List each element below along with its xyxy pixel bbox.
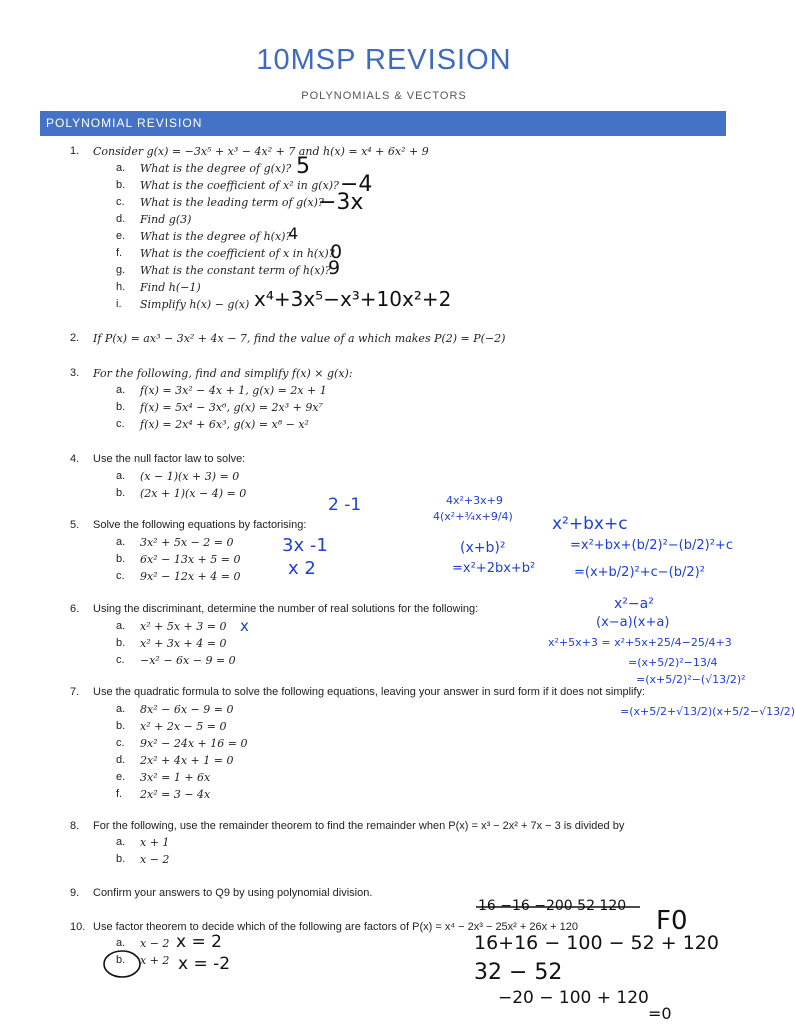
part-text: −x² − 6x − 9 = 0 [140, 654, 236, 667]
part-text: 6x² − 13x + 5 = 0 [140, 553, 241, 566]
part-text: 8x² − 6x − 9 = 0 [140, 703, 234, 716]
part-label: c. [116, 737, 125, 749]
part-label: c. [116, 654, 125, 666]
handwritten-note: x 2 [288, 558, 316, 579]
handwritten-note: x²+bx+c [552, 514, 628, 534]
part-text: 2x² + 4x + 1 = 0 [140, 754, 234, 767]
part-label: c. [116, 418, 125, 430]
question-text: Consider g(x) = −3x⁵ + x³ − 4x² + 7 and h(x) = x⁴ + 6x² + 9 [93, 145, 429, 158]
handwritten-note: F0 [656, 906, 688, 936]
question-number: 7. [70, 686, 80, 698]
question-number: 8. [70, 820, 80, 832]
part-text: x² + 5x + 3 = 0 [140, 620, 227, 633]
question-text: For the following, find and simplify f(x) × g(x): [93, 367, 353, 380]
handwritten-note: 16+16 − 100 − 52 + 120 [474, 932, 719, 954]
question-number: 10. [70, 921, 86, 933]
handwritten-note: =(x+5/2)²−13/4 [628, 656, 718, 669]
part-text: x² + 2x − 5 = 0 [140, 720, 227, 733]
handwritten-answer: 4 [288, 224, 299, 243]
question-number: 6. [70, 603, 80, 615]
handwritten-note: =(x+5/2)²−(√13/2)² [636, 673, 746, 686]
part-text: f(x) = 5x⁴ − 3x⁶, g(x) = 2x³ + 9x⁷ [140, 401, 323, 414]
handwritten-note: 2 -1 [328, 495, 362, 515]
part-text: x − 2 [140, 853, 170, 866]
question-text: If P(x) = ax³ − 3x² + 4x − 7, find the value of a which makes P(2) = P(−2) [93, 332, 506, 345]
part-text: 3x² + 5x − 2 = 0 [140, 536, 234, 549]
question-text: Use the null factor law to solve: [93, 453, 246, 465]
handwritten-answer: −3x [318, 190, 364, 215]
part-text: Find h(−1) [140, 281, 201, 294]
question-number: 5. [70, 519, 80, 531]
part-text: What is the degree of g(x)? [140, 162, 292, 175]
part-text: 9x² − 24x + 16 = 0 [140, 737, 248, 750]
handwritten-answer: x [240, 617, 249, 635]
part-label: b. [116, 720, 126, 732]
handwritten-note: 32 − 52 [474, 960, 563, 985]
part-text: x − 2 [140, 937, 170, 950]
part-text: Simplify h(x) − g(x) [140, 298, 250, 311]
part-text: What is the degree of h(x)? [140, 230, 292, 243]
part-text: What is the leading term of g(x)? [140, 196, 324, 209]
question-number: 4. [70, 453, 80, 465]
part-label: a. [116, 470, 126, 482]
part-label: a. [116, 620, 126, 632]
handwritten-note: x²−a² [614, 596, 654, 612]
part-text: (x − 1)(x + 3) = 0 [140, 470, 240, 483]
handwritten-answer: x = 2 [176, 932, 222, 952]
handwritten-note: =(x+b/2)²+c−(b/2)² [574, 565, 705, 580]
question-number: 3. [70, 367, 80, 379]
handwritten-note: 4x²+3x+9 [446, 494, 503, 507]
handwritten-note: =0 [648, 1004, 672, 1023]
part-label: c. [116, 196, 125, 208]
handwritten-note: =x²+2bx+b² [452, 561, 536, 576]
part-text: f(x) = 3x² − 4x + 1, g(x) = 2x + 1 [140, 384, 327, 397]
question-text: Use factor theorem to decide which of the following are factors of P(x) = x⁴ − 2x³ − 25x² + 26x + 120 [93, 921, 578, 933]
handwritten-note: 4(x²+¾x+9/4) [433, 510, 513, 523]
part-label: e. [116, 771, 126, 783]
part-label: b. [116, 553, 126, 565]
part-text: x + 1 [140, 836, 170, 849]
part-label: b. [116, 637, 126, 649]
section-banner: POLYNOMIAL REVISION [40, 111, 726, 136]
question-text: Using the discriminant, determine the number of real solutions for the following: [93, 603, 479, 615]
part-text: Find g(3) [140, 213, 192, 226]
handwritten-answer: 0 [330, 241, 343, 263]
page-subtitle: POLYNOMIALS & VECTORS [301, 90, 467, 102]
part-label: a. [116, 836, 126, 848]
part-label: b. [116, 487, 126, 499]
question-number: 1. [70, 145, 80, 157]
part-label: h. [116, 281, 126, 293]
handwritten-answer: x = -2 [178, 954, 231, 974]
part-label: b. [116, 853, 126, 865]
part-text: What is the coefficient of x² in g(x)? [140, 179, 339, 192]
handwritten-note: 16 −16 −200 52 120 [478, 898, 627, 914]
handwritten-answer: x⁴+3x⁵−x³+10x²+2 [254, 287, 452, 311]
part-label: a. [116, 703, 126, 715]
part-label: b. [116, 954, 126, 966]
handwritten-note: =(x+5/2+√13/2)(x+5/2−√13/2) [620, 705, 795, 718]
handwritten-answer: 9 [328, 257, 341, 279]
question-number: 2. [70, 332, 80, 344]
part-text: What is the coefficient of x in h(x)? [140, 247, 335, 260]
part-text: What is the constant term of h(x)? [140, 264, 331, 277]
handwritten-note: 3x -1 [282, 535, 328, 556]
handwritten-note: (x+b)² [460, 540, 506, 556]
part-label: e. [116, 230, 126, 242]
part-label: a. [116, 384, 126, 396]
part-label: d. [116, 754, 126, 766]
part-text: f(x) = 2x⁴ + 6x³, g(x) = x⁸ − x² [140, 418, 309, 431]
handwritten-answer: 5 [296, 154, 310, 179]
part-label: c. [116, 570, 125, 582]
part-label: d. [116, 213, 126, 225]
part-text: x + 2 [140, 954, 170, 967]
page-title: 10MSP REVISION [256, 44, 512, 76]
handwritten-note: −20 − 100 + 120 [498, 988, 649, 1008]
part-label: a. [116, 536, 126, 548]
part-text: 2x² = 3 − 4x [140, 788, 211, 801]
question-text: For the following, use the remainder theorem to find the remainder when P(x) = x³ − 2x² + 7x − 3 is divided by [93, 820, 625, 832]
question-text: Solve the following equations by factorising: [93, 519, 307, 531]
part-label: b. [116, 179, 126, 191]
part-label: g. [116, 264, 126, 276]
question-text: Confirm your answers to Q9 by using polynomial division. [93, 887, 373, 899]
part-label: f. [116, 788, 123, 800]
part-text: 9x² − 12x + 4 = 0 [140, 570, 241, 583]
part-text: x² + 3x + 4 = 0 [140, 637, 227, 650]
handwritten-answer: −4 [340, 172, 373, 197]
handwritten-note: =x²+bx+(b/2)²−(b/2)²+c [570, 538, 733, 553]
handwritten-note: (x−a)(x+a) [596, 615, 670, 630]
part-text: 3x² = 1 + 6x [140, 771, 211, 784]
part-label: a. [116, 162, 126, 174]
part-label: f. [116, 247, 123, 259]
question-text: Use the quadratic formula to solve the following equations, leaving your answer in surd form if it does not simplify: [93, 686, 646, 698]
part-text: (2x + 1)(x − 4) = 0 [140, 487, 247, 500]
part-label: b. [116, 401, 126, 413]
part-label: i. [116, 298, 122, 310]
handwritten-note: x²+5x+3 = x²+5x+25/4−25/4+3 [548, 636, 732, 649]
part-label: a. [116, 937, 126, 949]
question-number: 9. [70, 887, 80, 899]
